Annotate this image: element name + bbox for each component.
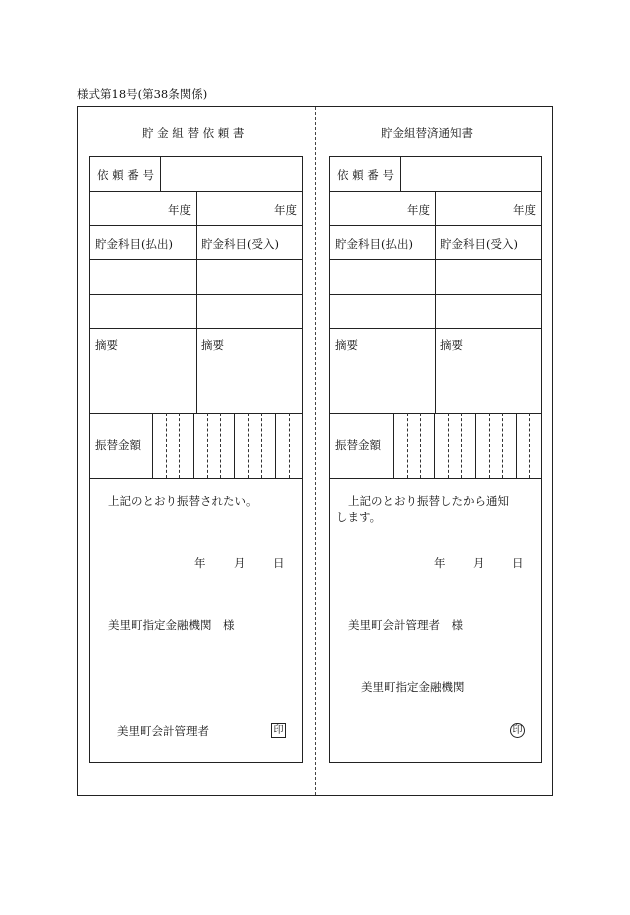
- transfer-amount-label: 振替金額: [95, 438, 141, 452]
- summary-label: 摘要: [335, 338, 358, 352]
- request-number-label: 依 頼 番 号: [337, 168, 394, 182]
- request-message: 上記のとおり振替されたい。: [108, 494, 258, 508]
- right-form-title: 貯金組替済通知書: [381, 126, 473, 140]
- transfer-amount-label: 振替金額: [335, 438, 381, 452]
- recipient-bank: 美里町指定金融機関 様: [108, 618, 235, 632]
- account-out-label: 貯金科目(払出): [95, 237, 173, 251]
- summary-label: 摘要: [95, 338, 118, 352]
- notice-message-line2: します。: [336, 510, 382, 524]
- fiscal-year-label: 年度: [274, 203, 297, 217]
- date-year-label: 年: [434, 556, 446, 570]
- form-number-caption: 様式第18号(第38条関係): [77, 87, 208, 101]
- notice-message-line1: 上記のとおり振替したから通知: [348, 494, 509, 508]
- date-day-label: 日: [512, 556, 524, 570]
- seal-mark: 印: [271, 723, 286, 738]
- fiscal-year-label: 年度: [168, 203, 191, 217]
- sender-bank: 美里町指定金融機関: [361, 680, 465, 694]
- account-out-label: 貯金科目(払出): [335, 237, 413, 251]
- fiscal-year-label: 年度: [513, 203, 536, 217]
- left-form-title: 貯 金 組 替 依 頼 書: [142, 126, 245, 140]
- summary-label: 摘要: [201, 338, 224, 352]
- date-year-label: 年: [194, 556, 206, 570]
- account-in-label: 貯金科目(受入): [440, 237, 518, 251]
- fiscal-year-label: 年度: [407, 203, 430, 217]
- recipient-officer: 美里町会計管理者 様: [348, 618, 463, 632]
- account-in-label: 貯金科目(受入): [201, 237, 279, 251]
- left-form: [89, 156, 303, 763]
- date-day-label: 日: [273, 556, 285, 570]
- date-month-label: 月: [473, 556, 485, 570]
- summary-label: 摘要: [440, 338, 463, 352]
- seal-mark: 印: [510, 723, 525, 738]
- right-form: [329, 156, 542, 763]
- date-month-label: 月: [234, 556, 246, 570]
- cut-line: [315, 107, 316, 795]
- request-number-label: 依 頼 番 号: [97, 168, 154, 182]
- sender-officer: 美里町会計管理者: [117, 724, 209, 738]
